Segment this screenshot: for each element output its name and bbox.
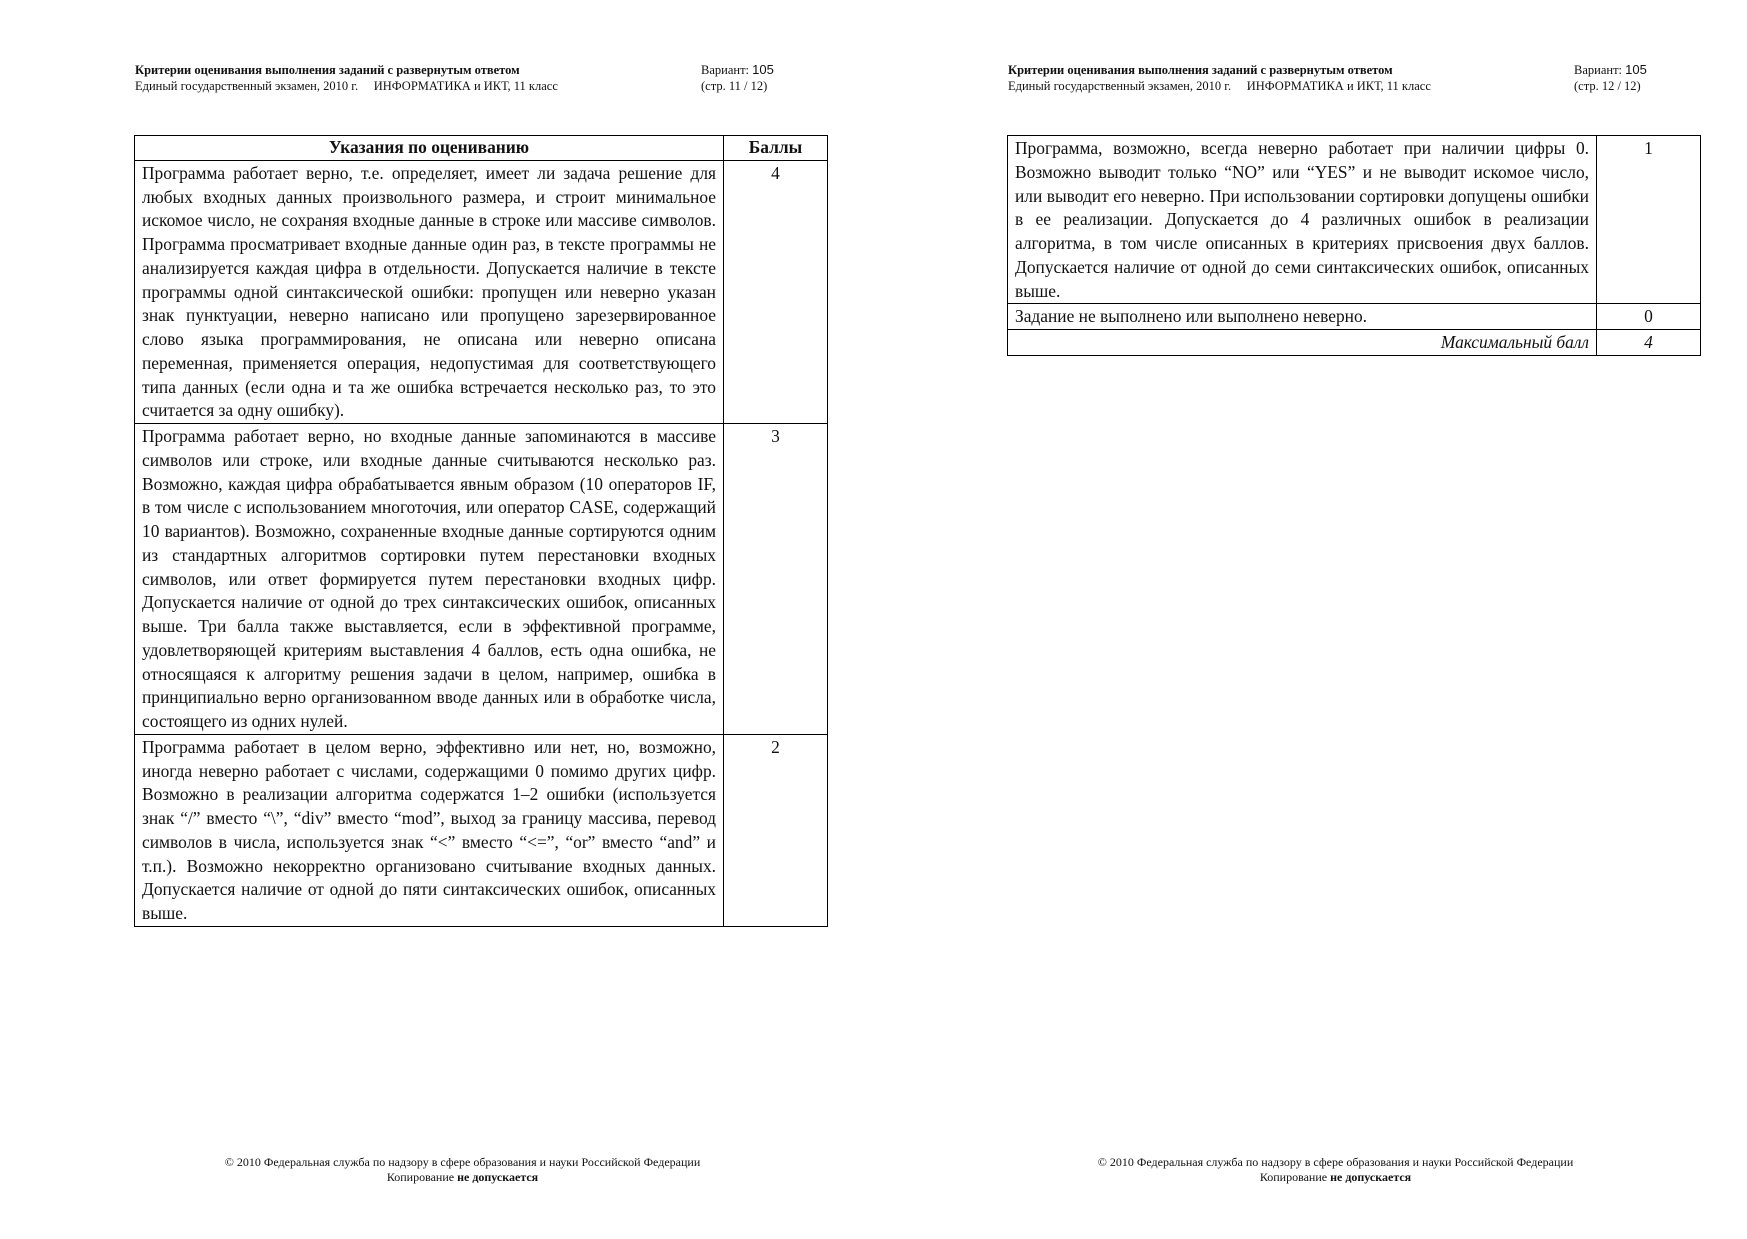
table-row xyxy=(1008,304,1701,330)
copy-bold: не допускается xyxy=(457,1170,539,1184)
page-footer xyxy=(135,1155,790,1185)
criterion-description: Задание не выполнено или выполнено неверно. xyxy=(1008,304,1597,330)
criterion-description: Программа, возможно, всегда неверно работает при наличии цифры 0. Возможно выводит только “NO” или “YES” и не выводит искомое число, или выводит его неверно. При использовании сортировки допущены ошибки в ее реализации. Допускается до 4 различных ошибок в реализации алгоритма, в том числе описанных в критериях присвоения двух баллов. Допускается наличие от одной до семи синтаксических ошибок, описанных выше. xyxy=(1008,136,1597,304)
table-row xyxy=(135,424,828,735)
variant-label: Вариант: xyxy=(701,63,749,77)
table-row xyxy=(1008,136,1701,304)
criterion-description: Программа работает верно, т.е. определяет, имеет ли задача решение для любых входных данных произвольного размера, и строит минимальное искомое число, не сохраняя входные данные в строке или массиве символов. Программа просматривает входные данные один раз, в тексте программы не анализируется каждая цифра в отдельности. Допускается наличие в тексте программы одной синтаксической ошибки: пропущен или неверно указан знак пунктуации, неверно написано или пропущено зарезервированное слово языка программирования, не описана или неверно описана переменная, применяется операция, недопустимая для соответствующего типа данных (если одна и та же ошибка встречается несколько раз, то это считается за одну ошибку). xyxy=(135,160,724,423)
criterion-description: Программа работает в целом верно, эффективно или нет, но, возможно, иногда неверно работает с числами, содержащими 0 помимо других цифр. Возможно в реализации алгоритма содержатся 1–2 ошибки (используется знак “/” вместо “\”, “div” вместо “mod”, выход за границу массива, перевод символов в числа, используется знак “<” вместо “<=”, “or” вместо “and” и т.п.). Возможно некорректно организовано считывание входных данных. Допускается наличие от одной до пяти синтаксических ошибок, описанных выше. xyxy=(135,734,724,926)
copy-prefix: Копирование xyxy=(386,1170,458,1184)
table-row xyxy=(135,734,828,926)
page-12 xyxy=(873,0,1746,1239)
column-header-score: Баллы xyxy=(724,136,828,161)
footer-copy-notice xyxy=(1008,1170,1663,1185)
header-subject: ИНФОРМАТИКА и ИКТ, 11 класс xyxy=(373,79,558,93)
header-exam-line xyxy=(1008,78,1431,94)
criterion-score: 0 xyxy=(1597,304,1701,330)
header-title: Критерии оценивания выполнения заданий с развернутым ответом xyxy=(1008,63,1393,77)
footer-copyright: © 2010 Федеральная служба по надзору в сфере образования и науки Российской Федерации xyxy=(1097,1155,1574,1169)
header-exam: Единый государственный экзамен, 2010 г. xyxy=(135,79,359,93)
criterion-score: 4 xyxy=(724,160,828,423)
header-title: Критерии оценивания выполнения заданий с развернутым ответом xyxy=(135,63,520,77)
criterion-description: Программа работает верно, но входные данные запоминаются в массиве символов или строке, или входные данные считываются несколько раз. Возможно, каждая цифра обрабатывается явным образом (10 операторов IF, в том числе с использованием многоточия, или оператор CASE, содержащий 10 вариантов). Возможно, сохраненные входные данные сортируются одним из стандартных алгоритмов сортировки путем перестановки входных символов, или ответ формируется путем перестановки входных цифр. Допускается наличие от одной до трех синтаксических ошибок, описанных выше. Три балла также выставляется, если в эффективной программе, удовлетворяющей критериям выставления 4 баллов, есть одна ошибка, не относящаяся к алгоритму решения задачи в целом, например, ошибка в принципиально верно организованном вводе данных или в обработке числа, состоящего из одних нулей. xyxy=(135,424,724,735)
table-row xyxy=(135,160,828,423)
criteria-table-continued xyxy=(1007,135,1701,356)
criterion-score: 1 xyxy=(1597,136,1701,304)
column-header-description: Указания по оцениванию xyxy=(135,136,724,161)
variant-label: Вариант: xyxy=(1574,63,1622,77)
header-exam-line xyxy=(135,78,558,94)
header-page-number: (стр. 11 / 12) xyxy=(701,79,768,93)
header-variant xyxy=(701,62,774,78)
copy-bold: не допускается xyxy=(1330,1170,1412,1184)
criterion-score: 3 xyxy=(724,424,828,735)
table-header-row xyxy=(135,136,828,161)
page-footer xyxy=(1008,1155,1663,1185)
max-score-value: 4 xyxy=(1597,330,1701,356)
footer-copy-notice xyxy=(135,1170,790,1185)
max-score-label: Максимальный балл xyxy=(1008,330,1597,356)
header-page-number: (стр. 12 / 12) xyxy=(1574,79,1641,93)
criteria-table xyxy=(134,135,828,927)
variant-number: 105 xyxy=(752,62,774,77)
copy-prefix: Копирование xyxy=(1259,1170,1331,1184)
variant-number: 105 xyxy=(1625,62,1647,77)
max-score-row xyxy=(1008,330,1701,356)
header-variant xyxy=(1574,62,1647,78)
footer-copyright: © 2010 Федеральная служба по надзору в сфере образования и науки Российской Федерации xyxy=(224,1155,701,1169)
page-11 xyxy=(0,0,873,1239)
criterion-score: 2 xyxy=(724,734,828,926)
header-subject: ИНФОРМАТИКА и ИКТ, 11 класс xyxy=(1246,79,1431,93)
header-exam: Единый государственный экзамен, 2010 г. xyxy=(1008,79,1232,93)
